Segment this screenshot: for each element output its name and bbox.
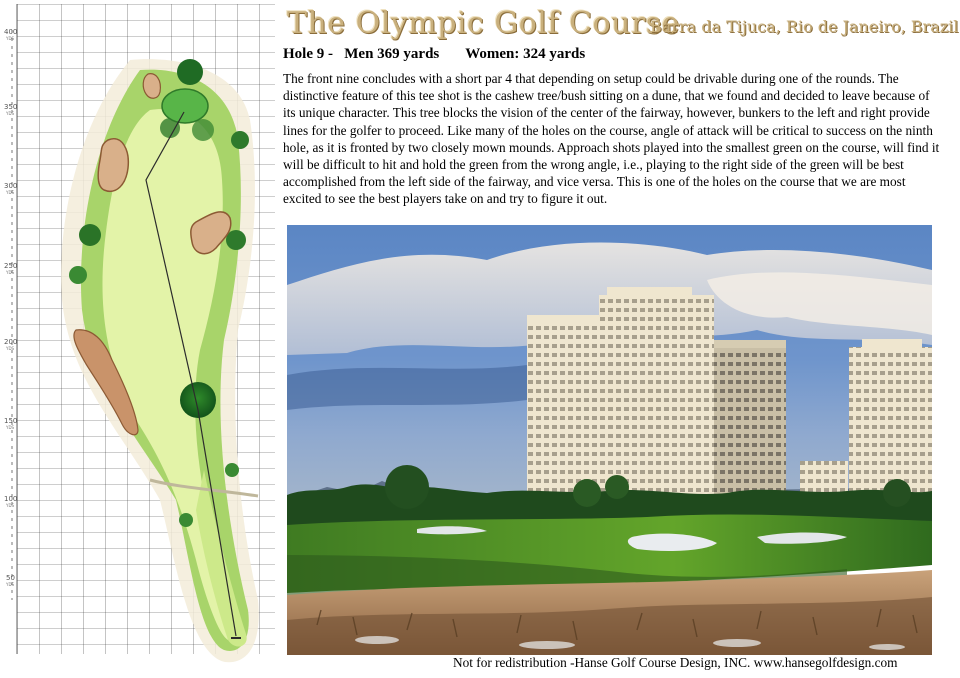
yardage-200: 200 bbox=[4, 338, 18, 346]
svg-text:YDS: YDS bbox=[6, 503, 15, 508]
men-yardage: Men 369 yards bbox=[344, 46, 440, 62]
hole-photo bbox=[287, 225, 932, 655]
course-location: Barra da Tijuca, Rio de Janeiro, Brazil bbox=[650, 17, 959, 36]
course-title: The Olympic Golf Course bbox=[287, 6, 680, 41]
svg-text:YDS: YDS bbox=[6, 346, 15, 351]
hole-number: Hole 9 - bbox=[283, 46, 333, 62]
svg-text:YDS: YDS bbox=[6, 190, 15, 195]
yardage-400: 400 bbox=[4, 28, 18, 36]
svg-text:YDS: YDS bbox=[6, 36, 15, 41]
svg-text:YDS: YDS bbox=[6, 582, 15, 587]
svg-text:YDS: YDS bbox=[6, 270, 15, 275]
yardage-350: 350 bbox=[4, 103, 18, 111]
copyright-footer: Not for redistribution -Hanse Golf Course Design, INC. www.hansegolfdesign.com bbox=[453, 655, 898, 670]
svg-text:YDS: YDS bbox=[6, 425, 15, 430]
bunker-left bbox=[98, 139, 128, 192]
hole-description: The front nine concludes with a short par 4 that depending on setup could be drivable during one of the rounds. The distinctive feature of this tee shot is the cashew tree/bush sitting on a dune, that we found and decided to leave because of its unique character. This tree blocks the vision of the center of the fairway, however, bunkers to the left and right provide lines for the golfer to proceed. Like many of the holes on the course, angle of attack will be critical to success on the ninth hole, as it is fronted by two closely mown mounds. Approach shots played into the smallest green on the course, will find it will be difficult to hit and hold the green from the wrong angle, i.e., playing to the right side of the green will be best accomplished from the left side of the fairway, and vice versa. This is one of the holes on the course that we are most excited to see the best players take on and try to figure it out. bbox=[283, 71, 940, 207]
yardage-250: 250 bbox=[4, 262, 18, 270]
yardage-50: 50 bbox=[6, 574, 15, 582]
svg-text:YDS: YDS bbox=[6, 111, 15, 116]
yardage-100: 100 bbox=[4, 495, 18, 503]
hole-info bbox=[283, 46, 585, 63]
putting-green bbox=[162, 89, 208, 123]
yardage-150: 150 bbox=[4, 417, 18, 425]
hole-routing-map bbox=[0, 0, 282, 678]
bunker-back bbox=[143, 74, 160, 99]
women-yardage: Women: 324 yards bbox=[465, 46, 586, 62]
yardage-300: 300 bbox=[4, 182, 18, 190]
